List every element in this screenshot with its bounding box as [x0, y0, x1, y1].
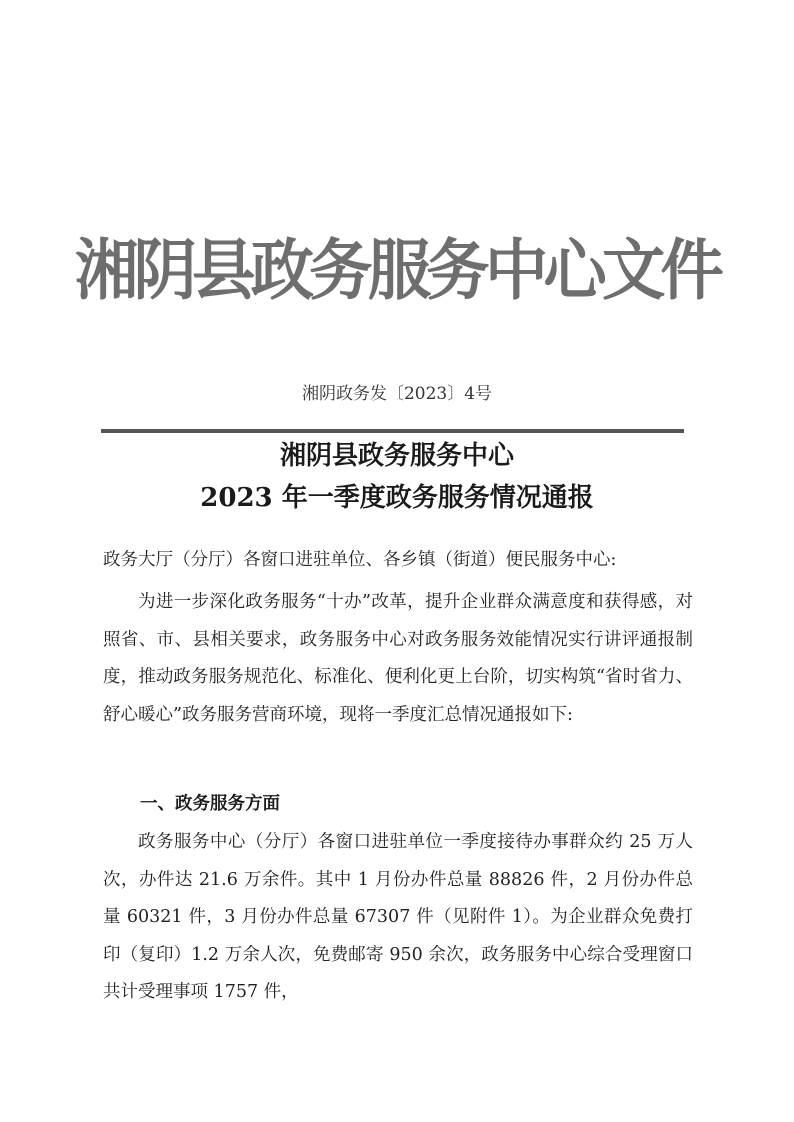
document-title-line1: 湘阴县政务服务中心: [279, 441, 514, 471]
header-divider: [101, 429, 684, 433]
document-title-line2: 2023 年一季度政务服务情况通报: [200, 483, 594, 513]
section-heading: 一、政务服务方面: [140, 794, 280, 814]
issuer-title: 湘阴县政务服务中心文件: [74, 231, 720, 309]
intro-paragraph: 为进一步深化政务服务“十办”改革，提升企业群众满意度和获得感，对照省、市、县相关要求，政务服务中心对政务服务效能情况实行讲评通报制度，推动政务服务规范化、标准化、便利化更上台阶，切实构筑“省时省力、舒心暖心”政务服务营商环境，现将一季度汇总情况通报如下:: [103, 592, 693, 725]
addressee: 政务大厅（分厅）各窗口进驻单位、各乡镇（街道）便民服务中心:: [103, 550, 617, 570]
document-number: 湘阴政务发〔2023〕4号: [301, 384, 493, 404]
section-paragraph: 政务服务中心（分厅）各窗口进驻单位一季度接待办事群众约 25 万人次，办件达 21.6 万余件。其中 1 月份办件总量 88826 件，2 月份办件总量 60321 件，3 月份办件总量 67307 件（见附件 1）。为企业群众免费打印（复印）1.2 万余人次，免费邮寄 950 余次，政务服务中心综合受理窗口共计受理事项 1757 件，: [103, 832, 693, 1002]
